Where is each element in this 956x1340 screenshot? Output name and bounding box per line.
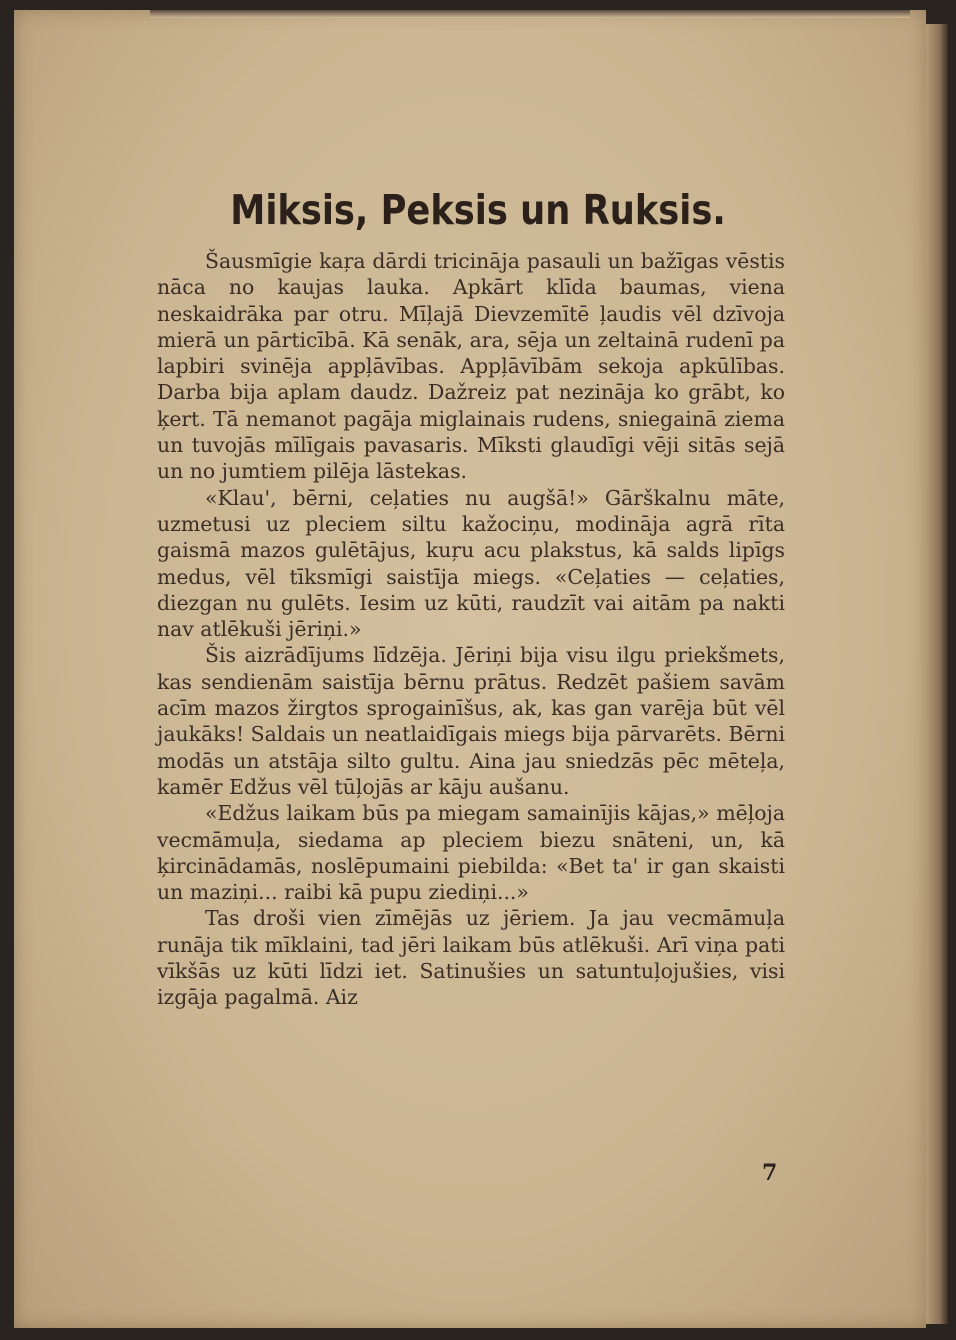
paragraph-2: «Klau', bērni, ceļaties nu augšā!» Gārškalnu māte, uzmetusi uz pleciem siltu kažociņu, modināja agrā rīta gaismā mazos gulētājus, kuŗu acu plakstus, kā salds lipīgs medus, vēl tīksmīgi saistīja miegs. «Ceļaties — ceļaties, diezgan nu gulēts. Iesim uz kūti, raudzīt vai aitām pa nakti nav atlēkuši jēriņi.» [157,485,785,642]
body-text [157,248,785,1011]
chapter-title: Miksis, Peksis un Ruksis. [230,186,726,234]
paragraph-3: Šis aizrādījums līdzēja. Jēriņi bija visu ilgu priekšmets, kas sendienām saistīja bērnu prātus. Redzēt pašiem savām acīm mazos žirgtos sprogainīšus, ak, kas gan varēja būt vēl jaukāks! Saldais un neatlaidīgais miegs bija pārvarēts. Bērni modās un atstāja silto gultu. Aina jau sniedzās pēc mēteļa, kamēr Edžus vēl tūļojās ar kāju aušanu. [157,643,785,799]
paragraph-1: Šausmīgie kaŗa dārdi tricināja pasauli un bažīgas vēstis nāca no kaujas lauka. Apkārt klīda baumas, viena neskaidrāka par otru. Mīļajā Dievzemītē ļaudis vēl dzīvoja mierā un pārticībā. Kā senāk, ara, sēja un zeltainā rudenī pa lapbiri svinēja appļāvības. Appļāvībām sekoja apkūlības. Darba bija aplam daudz. Dažreiz pat nezināja ko grābt, ko ķert. Tā nemanot pagāja miglainais rudens, sniegainā ziema un tuvojās mīlīgais pavasaris. Mīksti glaudīgi vēji sitās sejā un no jumtiem pilēja lāstekas. [157,249,785,484]
page-top-shadow [150,10,910,18]
page-number: 7 [762,1160,778,1186]
paragraph-4: «Edžus laikam būs pa miegam samainījis kājas,» mēļoja vecmāmuļa, siedama ap pleciem biezu snāteni, un, kā ķircinādamās, noslēpumaini piebilda: «Bet ta' ir gan skaisti un maziņi... raibi kā pupu ziediņi...» [157,801,785,905]
page-edge [926,24,948,1324]
paragraph-5: Tas droši vien zīmējās uz jēriem. Ja jau vecmāmuļa runāja tik mīklaini, tad jēri laikam būs atlēkuši. Arī viņa pati vīkšās uz kūti līdzi iet. Satinušies un satuntuļojušies, visi izgāja pagalmā. Aiz [157,906,785,1010]
